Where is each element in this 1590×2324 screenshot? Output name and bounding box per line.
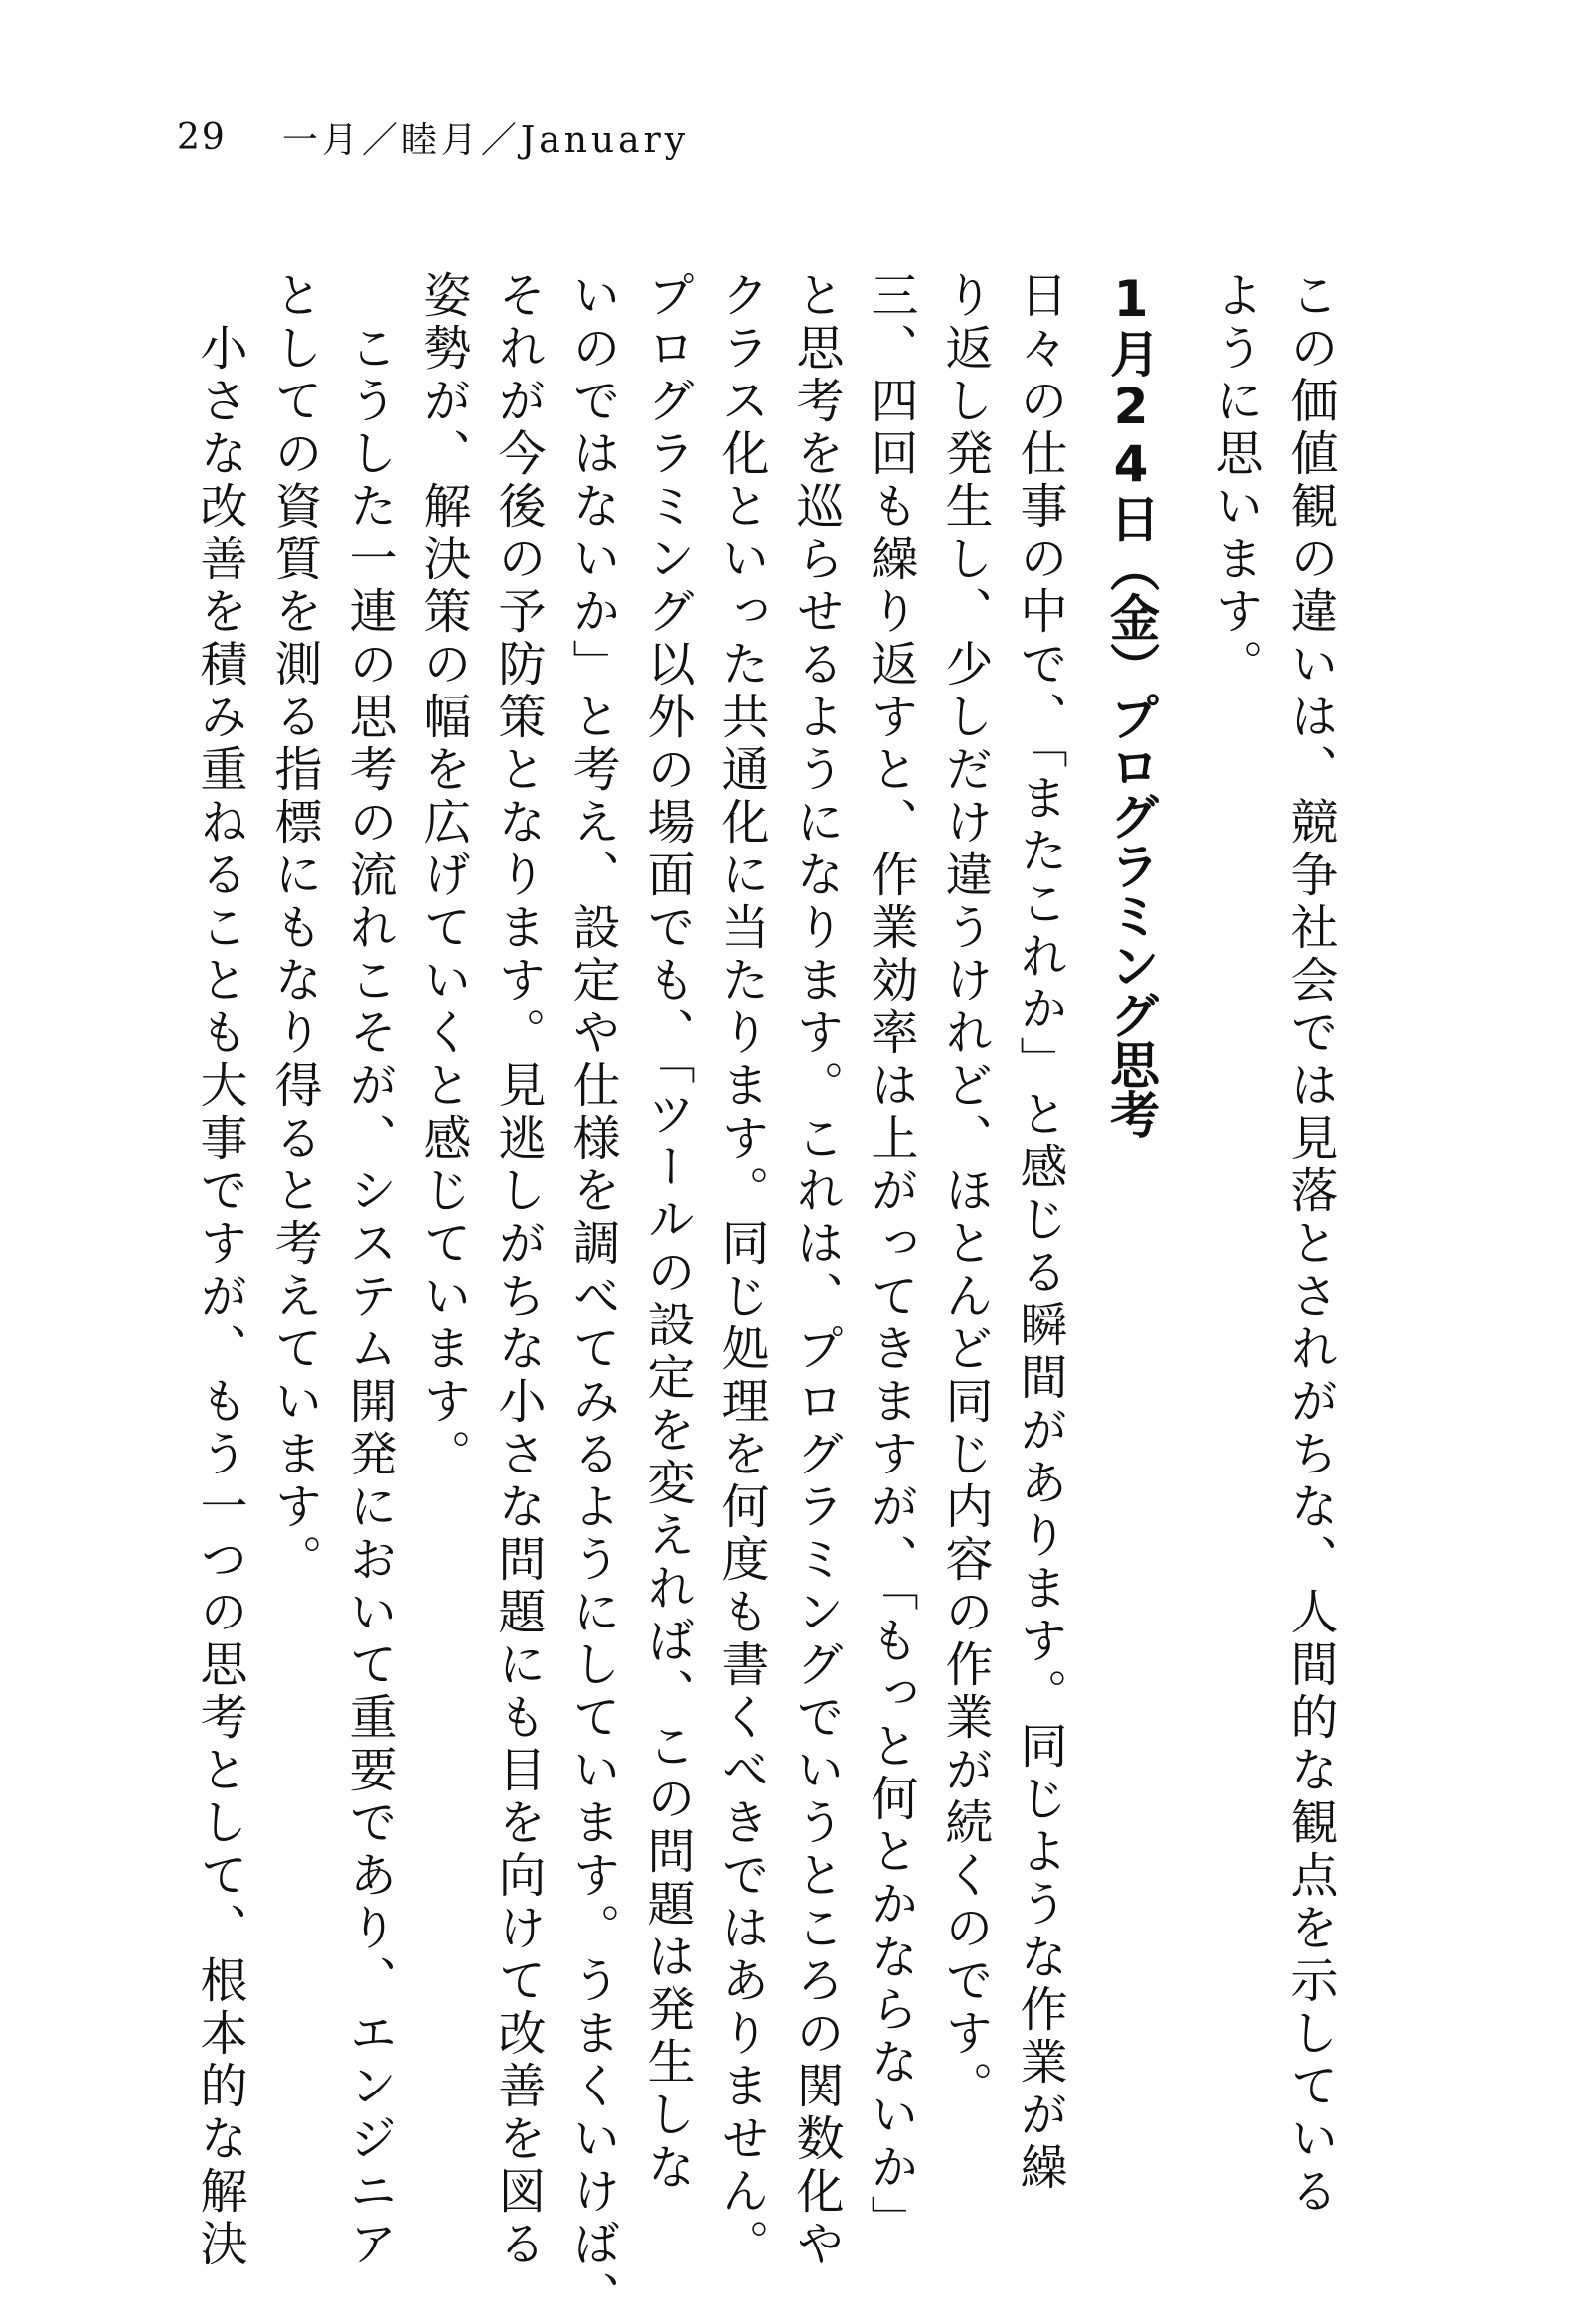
text-column: 三、四回も繰り返すと、作業効率は上がってきますが、「もっと何とかならないか」 [863,270,918,2247]
text-column: り返し発生し、少しだけ違うけれど、ほとんど同じ内容の作業が続くのです。 [937,270,993,2113]
text-column: としての資質を測る指標にもなり得ると考えています。 [266,270,322,1587]
heading-title: プログラミング思考 [1102,692,1160,1139]
section-heading [1101,270,1161,1139]
text-column: と思考を巡らせるようになります。これは、プログラミングでいうところの関数化や [788,270,844,2271]
text-column: クラス化といった共通化に当たります。同じ処理を何度も書くべきではありません。 [714,270,769,2271]
text-column: 姿勢が、解決策の幅を広げていくと感じています。 [415,270,471,1481]
text-column: プログラミング以外の場面でも、「ツールの設定を変えれば、この問題は発生しな [639,270,695,2195]
running-title: 一月／睦月／January [281,119,690,161]
text-column: いのではないか」と考え、設定や仕様を調べてみるようにしています。うまくいけば、 [564,270,620,2324]
heading-date: 1月24日 [1102,270,1160,542]
page-header [177,107,689,167]
text-column: この価値観の違いは、競争社会では見落とされがちな、人間的な観点を示している [1282,270,1338,2219]
text-column: 小さな改善を積み重ねることも大事ですが、もう一つの思考として、根本的な解決 [192,270,247,2271]
text-column: 日々の仕事の中で、「またこれか」と感じる瞬間があります。同じような作業が繰 [1012,270,1067,2195]
text-column: ように思います。 [1207,270,1263,692]
text-column: それが今後の予防策となります。見逃しがちな小さな問題にも目を向けて改善を図る [490,270,546,2271]
heading-weekday: （金） [1102,542,1160,692]
page-number: 29 [177,116,227,158]
text-column: こうした一連の思考の流れこそが、システム開発において重要であり、エンジニア [341,270,397,2271]
